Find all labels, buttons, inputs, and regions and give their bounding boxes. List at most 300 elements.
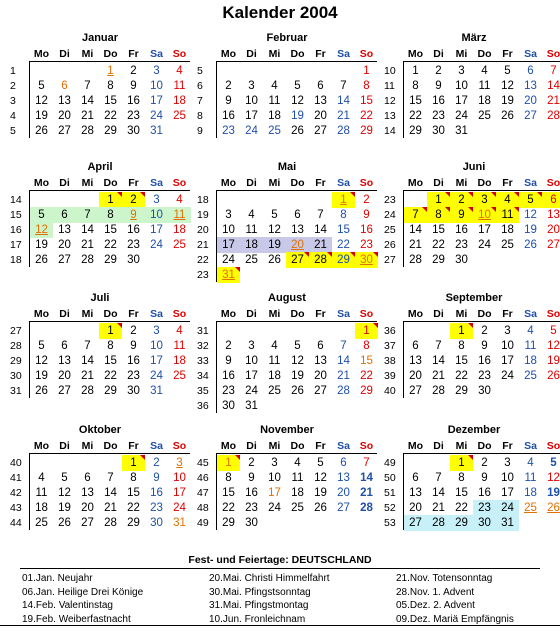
day-cell[interactable]: 18 [268,110,281,122]
day-cell[interactable]: 21 [337,110,350,122]
day-cell[interactable]: 3 [473,192,496,208]
day-cell[interactable]: 28 [309,252,332,268]
day-cell[interactable]: 5 [294,340,301,352]
day-cell[interactable]: 13 [81,487,94,499]
day-cell[interactable]: 27 [81,517,94,529]
day-cell[interactable]: 23 [127,110,140,122]
day-cell[interactable]: 6 [61,340,68,352]
day-cell[interactable]: 1 [332,192,355,208]
day-cell[interactable]: 26 [291,385,304,397]
day-cell[interactable]: 23 [150,502,163,514]
day-cell[interactable]: 5 [271,209,278,221]
day-cell[interactable]: 19 [547,487,560,499]
day-cell[interactable]: 4 [294,457,301,469]
day-cell[interactable]: 27 [337,502,350,514]
day-cell[interactable]: 5 [61,472,68,484]
day-cell[interactable]: 17 [150,355,163,367]
day-cell[interactable]: 13 [337,472,350,484]
day-cell[interactable]: 10 [145,207,168,223]
day-cell[interactable]: 23 [222,125,235,137]
day-cell[interactable]: 3 [248,80,255,92]
day-cell[interactable]: 12 [547,472,560,484]
day-cell[interactable]: 5 [317,457,324,469]
day-cell[interactable]: 3 [153,325,160,337]
day-cell[interactable]: 7 [435,340,442,352]
day-cell[interactable]: 19 [58,502,71,514]
day-cell[interactable]: 15 [432,224,445,236]
day-cell[interactable]: 18 [173,95,186,107]
day-cell[interactable]: 6 [412,340,419,352]
day-cell[interactable]: 12 [268,224,281,236]
day-cell[interactable]: 19 [524,224,537,236]
day-cell[interactable]: 7 [435,472,442,484]
day-cell[interactable]: 22 [104,370,117,382]
day-cell[interactable]: 25 [173,370,186,382]
day-cell[interactable]: 4 [527,325,534,337]
day-cell[interactable]: 28 [81,125,94,137]
day-cell[interactable]: 4 [38,472,45,484]
day-cell[interactable]: 21 [309,237,332,253]
day-cell[interactable]: 28 [547,110,560,122]
day-cell[interactable]: 7 [84,340,91,352]
day-cell[interactable]: 27 [58,125,71,137]
day-cell[interactable]: 30 [355,252,378,268]
day-cell[interactable]: 5 [38,80,45,92]
day-cell[interactable]: 23 [478,370,491,382]
day-cell[interactable]: 29 [455,385,468,397]
day-cell[interactable]: 23 [127,370,140,382]
day-cell[interactable]: 17 [478,224,491,236]
day-cell[interactable]: 12 [547,340,560,352]
day-cell[interactable]: 11 [268,95,281,107]
day-cell[interactable]: 24 [455,110,468,122]
day-cell[interactable]: 2 [122,192,145,208]
day-cell[interactable]: 14 [409,224,422,236]
day-cell[interactable]: 31 [173,517,186,529]
day-cell[interactable]: 16 [127,355,140,367]
day-cell[interactable]: 25 [268,385,281,397]
day-cell[interactable]: 9 [481,340,488,352]
day-cell[interactable]: 3 [248,340,255,352]
day-cell[interactable]: 27 [547,239,560,251]
day-cell[interactable]: 10 [455,80,468,92]
day-cell[interactable]: 8 [340,209,347,221]
day-cell[interactable]: 2 [435,65,442,77]
day-cell[interactable]: 5 [504,65,511,77]
day-cell[interactable]: 1 [412,65,419,77]
day-cell[interactable]: 19 [35,370,48,382]
day-cell[interactable]: 2 [481,325,488,337]
day-cell[interactable]: 31 [217,267,240,283]
day-cell[interactable]: 23 [360,239,373,251]
day-cell[interactable]: 7 [340,340,347,352]
day-cell[interactable]: 17 [217,237,240,253]
day-cell[interactable]: 26 [501,110,514,122]
day-cell[interactable]: 4 [176,325,183,337]
day-cell[interactable]: 21 [432,370,445,382]
day-cell[interactable]: 12 [314,472,327,484]
day-cell[interactable]: 20 [81,502,94,514]
day-cell[interactable]: 15 [127,487,140,499]
day-cell[interactable]: 9 [450,207,473,223]
day-cell[interactable]: 13 [547,209,560,221]
day-cell[interactable]: 11 [524,472,537,484]
day-cell[interactable]: 30 [127,385,140,397]
day-cell[interactable]: 27 [286,252,309,268]
day-cell[interactable]: 14 [314,224,327,236]
day-cell[interactable]: 2 [225,340,232,352]
day-cell[interactable]: 12 [58,487,71,499]
day-cell[interactable]: 13 [409,487,422,499]
day-cell[interactable]: 29 [409,125,422,137]
day-cell[interactable]: 28 [432,385,445,397]
day-cell[interactable]: 29 [432,254,445,266]
day-cell[interactable]: 17 [455,95,468,107]
day-cell[interactable]: 19 [501,95,514,107]
day-cell[interactable]: 11 [268,355,281,367]
day-cell[interactable]: 26 [524,239,537,251]
day-cell[interactable]: 20 [314,370,327,382]
day-cell[interactable]: 27 [404,515,427,531]
day-cell[interactable]: 19 [547,355,560,367]
day-cell[interactable]: 10 [173,472,186,484]
day-cell[interactable]: 25 [291,502,304,514]
day-cell[interactable]: 22 [432,239,445,251]
day-cell[interactable]: 3 [504,457,511,469]
day-cell[interactable]: 26 [547,502,560,514]
day-cell[interactable]: 22 [455,370,468,382]
day-cell[interactable]: 25 [478,110,491,122]
day-cell[interactable]: 10 [473,207,496,223]
day-cell[interactable]: 17 [150,95,163,107]
day-cell[interactable]: 20 [314,110,327,122]
day-cell[interactable]: 28 [337,125,350,137]
day-cell[interactable]: 15 [455,355,468,367]
day-cell[interactable]: 13 [58,224,71,236]
day-cell[interactable]: 30 [150,517,163,529]
day-cell[interactable]: 14 [432,487,445,499]
day-cell[interactable]: 20 [286,237,309,253]
day-cell[interactable]: 21 [337,370,350,382]
day-cell[interactable]: 29 [360,125,373,137]
day-cell[interactable]: 25 [268,125,281,137]
day-cell[interactable]: 8 [458,340,465,352]
day-cell[interactable]: 15 [360,95,373,107]
day-cell[interactable]: 17 [245,110,258,122]
day-cell[interactable]: 29 [104,125,117,137]
day-cell[interactable]: 14 [547,80,560,92]
day-cell[interactable]: 18 [173,224,186,236]
day-cell[interactable]: 4 [176,194,183,206]
day-cell[interactable]: 21 [360,487,373,499]
day-cell[interactable]: 4 [496,192,519,208]
day-cell[interactable]: 23 [127,239,140,251]
day-cell[interactable]: 9 [122,207,145,223]
day-cell[interactable]: 9 [363,209,370,221]
day-cell[interactable]: 1 [450,323,473,339]
day-cell[interactable]: 22 [104,110,117,122]
day-cell[interactable]: 12 [35,355,48,367]
day-cell[interactable]: 22 [337,239,350,251]
day-cell[interactable]: 8 [99,207,122,223]
day-cell[interactable]: 23 [455,239,468,251]
day-cell[interactable]: 7 [84,80,91,92]
day-cell[interactable]: 1 [355,323,378,339]
day-cell[interactable]: 2 [153,457,160,469]
day-cell[interactable]: 18 [501,224,514,236]
day-cell[interactable]: 13 [58,355,71,367]
day-cell[interactable]: 31 [245,400,258,412]
day-cell[interactable]: 6 [84,472,91,484]
day-cell[interactable]: 19 [263,237,286,253]
day-cell[interactable]: 27 [58,254,71,266]
day-cell[interactable]: 29 [127,517,140,529]
day-cell[interactable]: 24 [150,110,163,122]
day-cell[interactable]: 7 [363,457,370,469]
day-cell[interactable]: 7 [107,472,114,484]
day-cell[interactable]: 26 [35,125,48,137]
day-cell[interactable]: 29 [360,385,373,397]
day-cell[interactable]: 11 [291,472,304,484]
day-cell[interactable]: 3 [458,65,465,77]
day-cell[interactable]: 30 [127,254,140,266]
day-cell[interactable]: 17 [501,355,514,367]
day-cell[interactable]: 26 [35,385,48,397]
day-cell[interactable]: 11 [173,80,186,92]
day-cell[interactable]: 12 [501,80,514,92]
day-cell[interactable]: 2 [225,80,232,92]
day-cell[interactable]: 27 [58,385,71,397]
day-cell[interactable]: 7 [317,209,324,221]
day-cell[interactable]: 9 [435,80,442,92]
day-cell[interactable]: 9 [225,95,232,107]
day-cell[interactable]: 1 [99,192,122,208]
day-cell[interactable]: 24 [222,254,235,266]
day-cell[interactable]: 22 [360,110,373,122]
day-cell[interactable]: 26 [291,125,304,137]
day-cell[interactable]: 14 [81,224,94,236]
day-cell[interactable]: 18 [35,502,48,514]
day-cell[interactable]: 31 [455,125,468,137]
day-cell[interactable]: 30 [473,515,496,531]
day-cell[interactable]: 14 [337,95,350,107]
day-cell[interactable]: 29 [332,252,355,268]
day-cell[interactable]: 12 [291,355,304,367]
day-cell[interactable]: 22 [409,110,422,122]
day-cell[interactable]: 25 [524,502,537,514]
day-cell[interactable]: 24 [245,385,258,397]
day-cell[interactable]: 29 [222,517,235,529]
day-cell[interactable]: 23 [473,500,496,516]
day-cell[interactable]: 4 [481,65,488,77]
day-cell[interactable]: 9 [130,340,137,352]
day-cell[interactable]: 25 [501,239,514,251]
day-cell[interactable]: 21 [81,370,94,382]
day-cell[interactable]: 25 [173,239,186,251]
day-cell[interactable]: 12 [291,95,304,107]
day-cell[interactable]: 20 [409,502,422,514]
day-cell[interactable]: 14 [81,95,94,107]
day-cell[interactable]: 27 [524,110,537,122]
day-cell[interactable]: 17 [245,370,258,382]
day-cell[interactable]: 20 [58,239,71,251]
day-cell[interactable]: 25 [245,254,258,266]
day-cell[interactable]: 20 [337,487,350,499]
day-cell[interactable]: 5 [38,340,45,352]
day-cell[interactable]: 3 [153,194,160,206]
day-cell[interactable]: 20 [524,95,537,107]
day-cell[interactable]: 17 [268,487,281,499]
day-cell[interactable]: 5 [519,192,542,208]
day-cell[interactable]: 16 [478,487,491,499]
day-cell[interactable]: 20 [409,370,422,382]
day-cell[interactable]: 13 [524,80,537,92]
day-cell[interactable]: 11 [245,224,258,236]
day-cell[interactable]: 2 [130,65,137,77]
day-cell[interactable]: 1 [217,455,240,471]
day-cell[interactable]: 7 [550,65,557,77]
day-cell[interactable]: 15 [104,224,117,236]
day-cell[interactable]: 1 [122,455,145,471]
day-cell[interactable]: 9 [225,355,232,367]
day-cell[interactable]: 5 [30,207,53,223]
day-cell[interactable]: 1 [450,455,473,471]
day-cell[interactable]: 30 [478,385,491,397]
day-cell[interactable]: 11 [478,80,491,92]
day-cell[interactable]: 2 [450,192,473,208]
day-cell[interactable]: 10 [222,224,235,236]
day-cell[interactable]: 19 [35,239,48,251]
day-cell[interactable]: 31 [150,385,163,397]
day-cell[interactable]: 8 [427,207,450,223]
day-cell[interactable]: 15 [337,224,350,236]
day-cell[interactable]: 15 [360,355,373,367]
day-cell[interactable]: 4 [176,65,183,77]
day-cell[interactable]: 17 [173,487,186,499]
day-cell[interactable]: 13 [409,355,422,367]
day-cell[interactable]: 17 [501,487,514,499]
day-cell[interactable]: 30 [245,517,258,529]
day-cell[interactable]: 21 [81,239,94,251]
day-cell[interactable]: 26 [547,370,560,382]
day-cell[interactable]: 29 [450,515,473,531]
day-cell[interactable]: 6 [412,472,419,484]
day-cell[interactable]: 22 [360,370,373,382]
day-cell[interactable]: 26 [58,517,71,529]
day-cell[interactable]: 10 [268,472,281,484]
day-cell[interactable]: 3 [225,209,232,221]
day-cell[interactable]: 21 [81,110,94,122]
day-cell[interactable]: 21 [409,239,422,251]
day-cell[interactable]: 19 [314,487,327,499]
day-cell[interactable]: 8 [225,472,232,484]
day-cell[interactable]: 25 [173,110,186,122]
day-cell[interactable]: 6 [340,457,347,469]
day-cell[interactable]: 3 [271,457,278,469]
day-cell[interactable]: 24 [173,502,186,514]
day-cell[interactable]: 4 [271,340,278,352]
day-cell[interactable]: 27 [409,385,422,397]
day-cell[interactable]: 18 [291,487,304,499]
day-cell[interactable]: 2 [481,457,488,469]
day-cell[interactable]: 18 [524,487,537,499]
day-cell[interactable]: 9 [481,472,488,484]
day-cell[interactable]: 5 [550,325,557,337]
day-cell[interactable]: 14 [81,355,94,367]
day-cell[interactable]: 3 [176,457,183,469]
day-cell[interactable]: 28 [360,502,373,514]
day-cell[interactable]: 26 [35,254,48,266]
day-cell[interactable]: 16 [432,95,445,107]
day-cell[interactable]: 6 [53,207,76,223]
day-cell[interactable]: 11 [35,487,48,499]
day-cell[interactable]: 13 [58,95,71,107]
day-cell[interactable]: 4 [248,209,255,221]
day-cell[interactable]: 7 [404,207,427,223]
day-cell[interactable]: 26 [268,254,281,266]
day-cell[interactable]: 9 [130,80,137,92]
day-cell[interactable]: 3 [504,325,511,337]
day-cell[interactable]: 28 [427,515,450,531]
day-cell[interactable]: 24 [501,370,514,382]
day-cell[interactable]: 24 [150,370,163,382]
day-cell[interactable]: 10 [501,472,514,484]
day-cell[interactable]: 18 [268,370,281,382]
day-cell[interactable]: 29 [104,385,117,397]
day-cell[interactable]: 20 [58,110,71,122]
day-cell[interactable]: 21 [104,502,117,514]
day-cell[interactable]: 6 [317,340,324,352]
day-cell[interactable]: 27 [314,125,327,137]
day-cell[interactable]: 19 [35,110,48,122]
day-cell[interactable]: 30 [455,254,468,266]
day-cell[interactable]: 18 [478,95,491,107]
day-cell[interactable]: 14 [104,487,117,499]
day-cell[interactable]: 13 [314,355,327,367]
day-cell[interactable]: 12 [35,95,48,107]
day-cell[interactable]: 16 [478,355,491,367]
day-cell[interactable]: 29 [104,254,117,266]
day-cell[interactable]: 25 [35,517,48,529]
day-cell[interactable]: 8 [107,340,114,352]
day-cell[interactable]: 8 [107,80,114,92]
day-cell[interactable]: 28 [104,517,117,529]
day-cell[interactable]: 1 [427,192,450,208]
day-cell[interactable]: 19 [291,370,304,382]
day-cell[interactable]: 15 [455,487,468,499]
day-cell[interactable]: 22 [104,239,117,251]
day-cell[interactable]: 24 [150,239,163,251]
day-cell[interactable]: 22 [455,502,468,514]
day-cell[interactable]: 24 [478,239,491,251]
day-cell[interactable]: 8 [412,80,419,92]
day-cell[interactable]: 1 [99,323,122,339]
day-cell[interactable]: 28 [81,254,94,266]
day-cell[interactable]: 30 [222,400,235,412]
day-cell[interactable]: 9 [153,472,160,484]
day-cell[interactable]: 30 [432,125,445,137]
day-cell[interactable]: 21 [547,95,560,107]
day-cell[interactable]: 28 [337,385,350,397]
day-cell[interactable]: 17 [150,224,163,236]
day-cell[interactable]: 8 [130,472,137,484]
day-cell[interactable]: 6 [317,80,324,92]
day-cell[interactable]: 2 [248,457,255,469]
day-cell[interactable]: 6 [294,209,301,221]
day-cell[interactable]: 11 [173,340,186,352]
day-cell[interactable]: 22 [127,502,140,514]
day-cell[interactable]: 10 [501,340,514,352]
